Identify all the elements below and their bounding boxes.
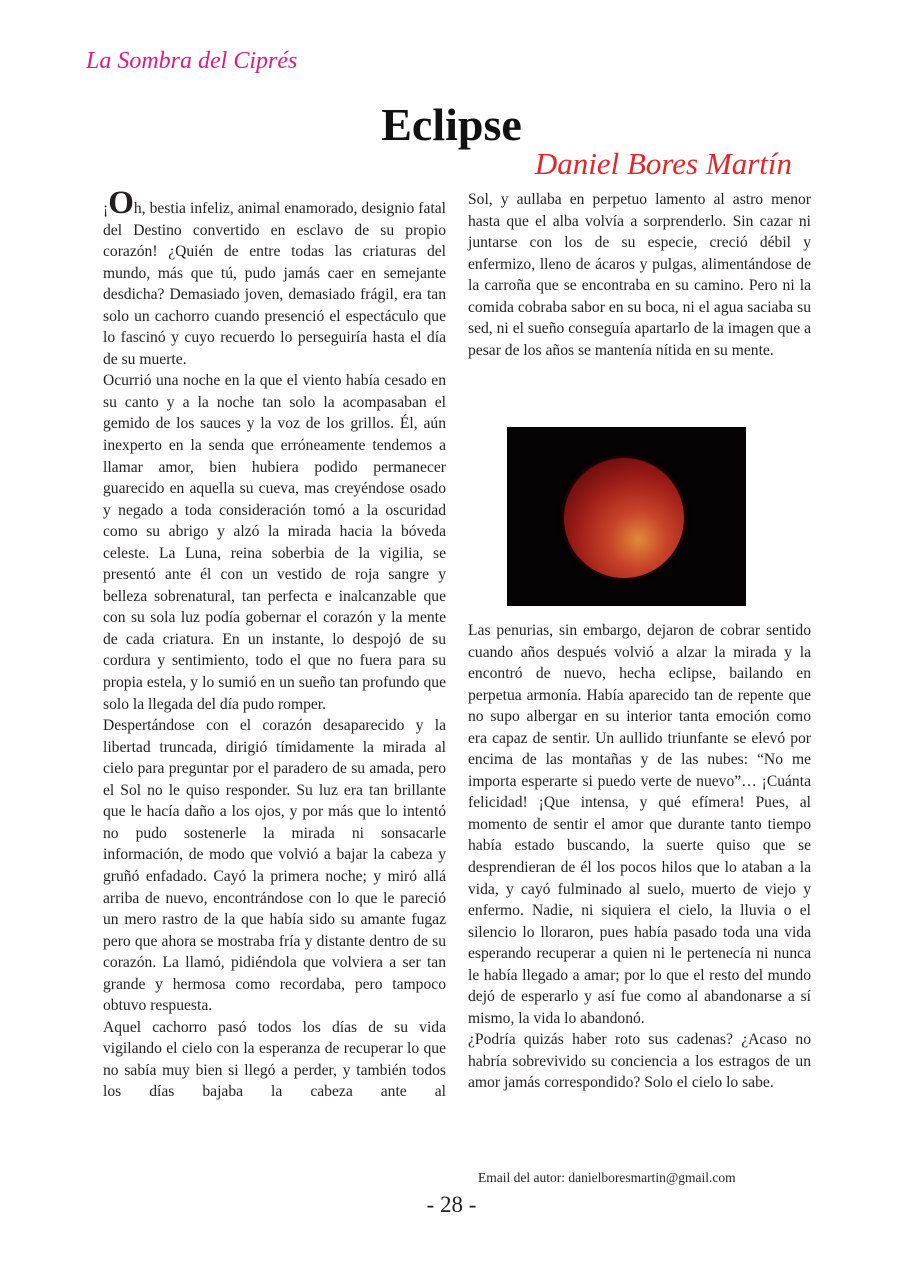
right-column-bottom bbox=[468, 620, 811, 1094]
paragraph: ¿Podría quizás haber roto sus cadenas? ¿Acaso no habría sobrevivido su conciencia a los estragos de un amor jamás correspondido? Solo el cielo lo sabe. bbox=[468, 1031, 811, 1092]
right-column-top bbox=[468, 189, 811, 361]
lunar-eclipse-image bbox=[507, 427, 746, 606]
article-author: Daniel Bores Martín bbox=[534, 146, 792, 181]
magazine-header: La Sombra del Ciprés bbox=[86, 48, 298, 74]
paragraph: Ocurrió una noche en la que el viento había cesado en su canto y a la noche tan solo la acompasaban el gemido de los sauces y la voz de los grillos. Él, aún inexperto en la senda que erróneamente tendemos a llamar amor, bien hubiera podido permanecer guarecido en aquella su cueva, mas creyéndose osado y negado a toda consideración tomó a la oscuridad como su abrigo y alzó la mirada hacia la bóveda celeste. La Luna, reina soberbia de la vigilia, se presentó ante él con un vestido de roja sangre y belleza sobrenatural, tan perfecta e inalcanzable que con su sola luz podía gobernar el corazón y la mente de cada criatura. En un instante, lo despojó de su cordura y sentimiento, todo el que no fuera para su propia estela, y lo sumió en un sueño tan profundo que solo la llegada del día pudo romper. bbox=[103, 372, 446, 713]
paragraph: Las penurias, sin embargo, dejaron de cobrar sentido cuando años después volvió a alzar la mirada y la encontró de nuevo, hecha eclipse, bailando en perpetua armonía. Había aparecido tan de repente que no supo albergar en su interior tanta emoción como era capaz de sentir. Un aullido triunfante se elevó por encima de las montañas y de las nubes: “No me importa esperarte si puedo verte de nuevo”… ¡Cuánta felicidad! ¡Que intensa, y qué efímera! Pues, al momento de sentir el amor que durante tanto tiempo había estado buscando, la suerte quiso que se desprendieran de él los pocos hilos que lo ataban a la vida, y cayó fulminado al suelo, muerto de viejo y enfermo. Nadie, ni siquiera el cielo, la lluvia o el silencio lo lloraron, pues había pasado toda una vida esperando recuperar a quien ni le pertenecía ni nunca le había llegado a amar; por lo que el resto del mundo dejó de esperarlo y así fue como al abandonarse a sí mismo, la vida lo abandonó. bbox=[468, 622, 811, 1027]
paragraph: Aquel cachorro pasó todos los días de su vida vigilando el cielo con la esperanza de recuperar lo que no sabía muy bien si llegó a perder, y también todos los días bajaba la cabeza ante al bbox=[103, 1018, 446, 1101]
drop-prefix: ¡ bbox=[103, 200, 109, 217]
paragraph: ¡Oh, bestia infeliz, animal enamorado, designio fatal del Destino convertido en esclavo de su propio corazón! ¿Quién de entre todas las criaturas del mundo, más que tú, pudo jamás caer en semejante desdicha? Demasiado joven, demasiado frágil, era tan solo un cachorro cuando presenció el espectáculo que lo fascinó y cuyo recuerdo lo perseguiría hasta el día de su muerte. bbox=[103, 185, 446, 368]
author-email: Email del autor: danielboresmartin@gmail.com bbox=[478, 1170, 736, 1185]
drop-cap: O bbox=[108, 185, 134, 221]
left-column bbox=[103, 185, 446, 1103]
blood-moon bbox=[564, 458, 684, 578]
paragraph: Despertándose con el corazón desaparecido y la libertad truncada, dirigió tímidamente la mirada al cielo para preguntar por el paradero de su amada, pero el Sol no le quiso responder. Su luz era tan brillante que le hacía daño a los ojos, y por más que lo intentó no pudo sostenerle la mirada ni sonsacarle información, de modo que volvió a bajar la cabeza y gruñó enfadado. Cayó la primera noche; y miró allá arriba de nuevo, encontrándose con lo que le pareció un mero rastro de la que había sido su amante fugaz pero que ahora se mostraba fría y distante dentro de su corazón. La llamó, pidiéndola que volviera a ser tan grande y hermosa como recordaba, pero tampoco obtuvo respuesta. bbox=[103, 717, 446, 1015]
article-title: Eclipse bbox=[381, 99, 522, 150]
page-number: - 28 - bbox=[426, 1192, 477, 1217]
paragraph: Sol, y aullaba en perpetuo lamento al astro menor hasta que el alba volvía a sorprenderlo. Sin cazar ni juntarse con los de su especie, creció débil y enfermizo, lleno de ácaros y pulgas, alimentándose de la carroña que se encontraba en su camino. Pero ni la comida cobraba sabor en su boca, ni el agua saciaba su sed, ni el sueño conseguía apartarlo de la imagen que a pesar de los años se mantenía nítida en su mente. bbox=[468, 191, 811, 359]
